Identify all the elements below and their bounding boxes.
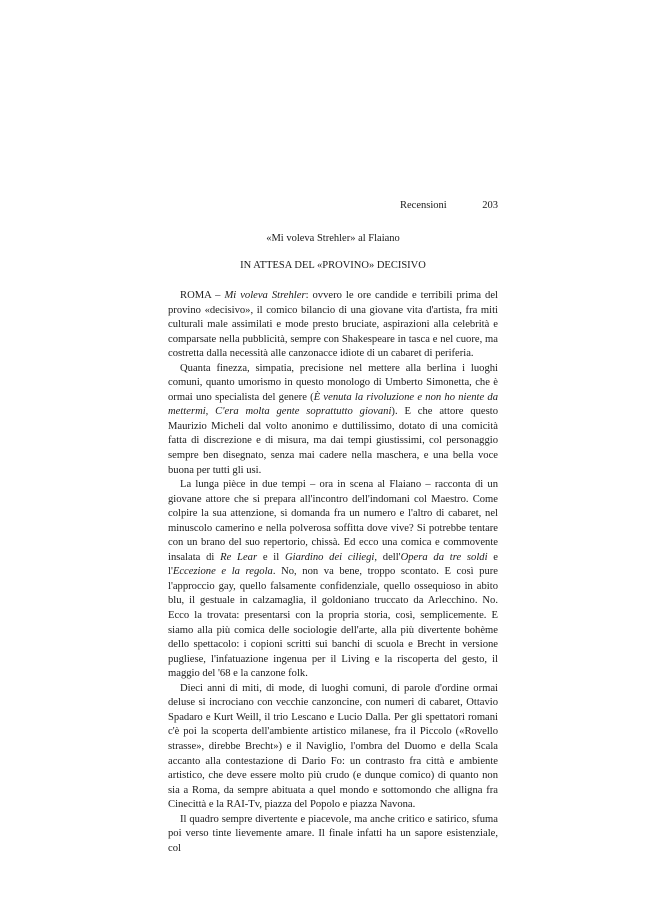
- paragraph-5: [168, 813, 498, 857]
- article-body: [168, 289, 498, 856]
- paragraph-3-run: Opera da tre soldi: [400, 551, 488, 563]
- paragraph-1-run: Mi voleva Strehler: [224, 290, 306, 301]
- paragraph-5-run: Il quadro sempre divertente e piacevole, ma anche critico e satirico, sfuma poi verso tinte lievemente amare. Il finale infatti ha un sapore esistenziale, col: [168, 813, 498, 854]
- paragraph-3-run: , dell': [374, 551, 401, 563]
- paragraph-2-run: ). E che attore questo Maurizio Micheli dal volto anonimo e duttilissimo, dotato di una comicità fatta di discrezione e di misura, ma dai tempi giustissimi, col personaggio sempre ben disegnato, senza mai cadere nella maschera, e una bella voce buona per tutti gli usi.: [168, 406, 498, 476]
- paragraph-2-run: È venuta la rivoluzione e non ho niente da mettermi, C'era molta gente soprattutto giovani: [168, 391, 498, 418]
- page-number: 203: [482, 200, 498, 211]
- paragraph-1: [168, 289, 498, 362]
- paragraph-4-run: Dieci anni di miti, di mode, di luoghi comuni, di parole d'ordine ormai deluse si incrociano con vecchie canzoncine, con numeri di cabaret, Ottavio Spadaro e Kurt Weill, il trio Lescano e Lucio Dalla. Per gli spettatori romani c'è poi la scoperta dell'ambiente artistico milanese, fra il Piccolo («Rovello strasse», direbbe Brecht») e il Naviglio, l'ombra del Duomo e della Scala accanto alla contestazione di Dario Fo: un contrasto fra città e ambiente artistico, che deve essere molto più crudo (e dunque comico) di quanto non sia a Roma, da sempre abituata a quel mondo e sottomondo che alligna fra Cinecittà e la RAI-Tv, piazza del Popolo e piazza Navona.: [168, 682, 498, 811]
- paragraph-4: [168, 682, 498, 813]
- paragraph-2-run: Quanta finezza, simpatia, precisione nel mettere alla berlina i luoghi comuni, quanto umorismo in questo monologo di Umberto Simonetta, che è ormai uno specialista del genere (: [168, 362, 498, 403]
- paragraph-3-run: La lunga pièce in due tempi – ora in scena al Flaiano – racconta di un giovane attore che si prepara all'incontro dell'indomani col Maestro. Come colpire la sua attenzione, si domanda fra un numero e l'altro di cabaret, nel minuscolo camerino e nella polverosa soffitta dove vive? Si potrebbe tentare con un brano del suo repertorio, chissà. Ed ecco una comica e commovente insalata di: [168, 479, 498, 563]
- paragraph-3-run: . No, non va bene, troppo scontato. E così pure l'approccio gay, quello falsamente confidenziale, quello ossequioso in abito blu, il gestuale in calzamaglia, il goldoniano truccato da Arlecchino. No. Ecco la trovata: presentarsi con la propria storia, così, semplicemente. E siamo alla più comica delle sociologie dell'arte, alla più divertente bohème dello spettacolo: i copioni scritti sui banchi di scuola e Brecht in versione pugliese, l'infatuazione ingenua per il Living e la riscoperta del gesto, il maggio del '68 e la canzone folk.: [168, 566, 499, 680]
- paragraph-2: [168, 362, 498, 478]
- article-headline: IN ATTESA DEL «PROVINO» DECISIVO: [240, 260, 426, 271]
- paragraph-1-run: : ovvero le ore candide e terribili prima del provino «decisivo», il comico bilancio di una giovane vita d'artista, fra miti culturali male assimilati e mode presto bruciate, aspirazioni alla celebrità e comparsate nella pubblicità, sempre con Shakespeare in tasca e nel cuore, ma costretta dalla necessità alle canzonacce idiote di un cabaret di periferia.: [168, 290, 498, 360]
- running-head: [168, 200, 498, 214]
- paragraph-1-run: ROMA –: [180, 290, 225, 301]
- review-title: «Mi voleva Strehler» al Flaiano: [266, 233, 400, 244]
- paragraph-3-run: Giardino dei ciliegi: [284, 551, 375, 563]
- paragraph-3-run: e l': [168, 551, 498, 578]
- running-head-section: Recensioni: [400, 200, 447, 211]
- paragraph-3-run: Eccezione e la regola: [172, 566, 273, 578]
- paragraph-3-run: e il: [257, 551, 285, 563]
- paragraph-3-run: Re Lear: [220, 551, 258, 563]
- paragraph-3: [168, 478, 498, 682]
